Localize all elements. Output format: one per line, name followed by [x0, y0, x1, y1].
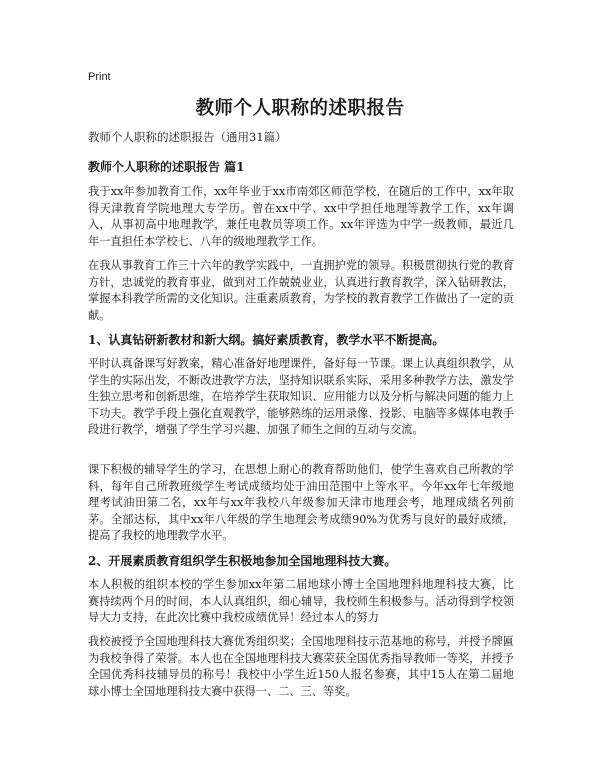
- page-title: 教师个人职称的述职报告: [195, 98, 405, 119]
- paragraph-awards: 我校被授予全国地理科技大赛优秀组织奖；全国地理科技示范基地的称号，并授予牌匾为我校争得了荣誉。本人也在全国地理科技大赛荣获全国优秀指导教师一等奖，并授予全国优秀科技辅导员的称号！我校中小学生近150人报名参赛，其中15人在第二届地球小博士全国地理科技大赛中获得一、二、三、等奖。: [88, 635, 514, 698]
- paragraph-competition: 本人积极的组织本校的学生参加xx年第二届地球小博士全国地理科地理科技大赛，比赛持续两个月的时间，本人认真组织，细心辅导，我校师生积极参与。活动得到学校领导大力支持，在此次比赛中我校成绩优异！经过本人的努力: [88, 578, 514, 624]
- print-link[interactable]: Print: [88, 71, 111, 83]
- paragraph-classroom: 平时认真备课写好教案，精心准备好地理课件，备好每一节课。课上认真组织教学，从学生的实际出发，不断改进教学方法，坚持知识联系实际，采用多种教学方法，激发学生独立思考和创新思维，在培养学生获取知识、应用能力以及分析与解决问题的能力上下功夫。教学手段上强化直观教学，能够熟练的运用录像、投影、电脑等多媒体电教手段进行教学，增强了学生学习兴趣、加强了师生之间的互动与交流。: [88, 357, 514, 436]
- subheading-competition: 2、开展素质教育组织学生积极地参加全国地理科技大赛。: [88, 554, 397, 568]
- paragraph-tutoring: 课下积极的辅导学生的学习，在思想上耐心的教育帮助他们，使学生喜欢自己所教的学科，每年自己所教班级学生考试成绩均处于油田范围中上等水平。今年xx年七年级地理考试油田第二名，xx年与xx年我校八年级参加天津市地理会考，地理成绩名列前茅。全部达标，其中xx年八年级的学生地理会考成绩90%为优秀与良好的最好成绩，提高了我校的地理教学水平。: [88, 463, 514, 542]
- paragraph-intro: 我于xx年参加教育工作，xx年毕业于xx市南郊区师范学校，在随后的工作中，xx年取得天津教育学院地理大专学历。曾在xx中学、xx中学担任地理等教学工作，xx年调入，从事初高中地理教学，兼任电教员等项工作。xx年评选为中学一级教师，最近几年一直担任本学校七、八年的级地理教学工作。: [88, 185, 514, 248]
- section-heading: 教师个人职称的述职报告 篇1: [88, 160, 245, 174]
- document-subtitle: 教师个人职称的述职报告（通用31篇）: [88, 130, 287, 144]
- subheading-teaching: 1、认真钻研新教材和新大纲。搞好素质教育，教学水平不断提高。: [88, 333, 445, 347]
- paragraph-career: 在我从事教育工作三十六年的教学实践中，一直拥护党的领导。积极贯彻执行党的教育方针，忠诚党的教育事业，做到对工作兢兢业业，认真进行教育教学，深入钻研教法，掌握本科教学所需的文化知识。注重素质教育，为学校的教育教学工作做出了一定的贡献。: [88, 259, 514, 322]
